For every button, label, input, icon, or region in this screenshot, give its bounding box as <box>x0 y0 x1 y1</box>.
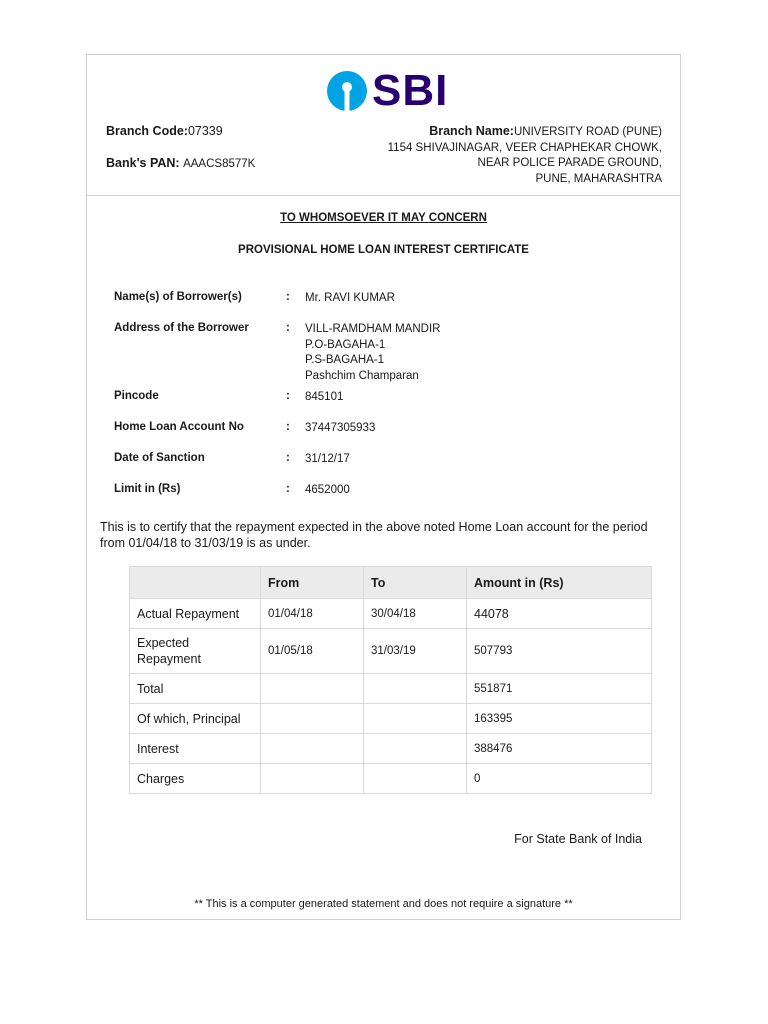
salutation: TO WHOMSOEVER IT MAY CONCERN <box>280 212 487 224</box>
pincode: 845101 <box>305 391 344 403</box>
row-label: Total <box>130 674 261 704</box>
to-date: 31/03/19 <box>364 629 467 674</box>
column-header-amount: Amount in (Rs) <box>467 567 652 599</box>
bank-pan <box>106 156 255 170</box>
column-header <box>130 567 261 599</box>
field-colon: : <box>286 390 290 402</box>
sbi-logo-text: SBI <box>372 66 449 115</box>
field-label: Name(s) of Borrower(s) <box>114 291 242 303</box>
to-date <box>364 704 467 734</box>
sbi-logo-icon <box>326 70 368 112</box>
field-label: Pincode <box>114 390 159 402</box>
header-divider <box>87 195 680 196</box>
amount: 388476 <box>467 734 652 764</box>
from-date <box>261 734 364 764</box>
branch-code-label: Branch Code: <box>106 124 188 138</box>
signoff: For State Bank of India <box>514 832 642 846</box>
address-line: P.O-BAGAHA-1 <box>305 338 386 351</box>
sanction-row <box>114 452 350 468</box>
table-row <box>130 704 652 734</box>
bank-pan-label: Bank's PAN: <box>106 156 180 170</box>
row-label: Interest <box>130 734 261 764</box>
borrower-name-row <box>114 291 395 307</box>
from-date: 01/04/18 <box>261 599 364 629</box>
address-line: VILL-RAMDHAM MANDIR <box>305 323 441 335</box>
loan-account-number: 37447305933 <box>305 422 376 434</box>
field-colon: : <box>286 452 290 464</box>
table-row <box>130 629 652 674</box>
field-label: Date of Sanction <box>114 452 205 464</box>
branch-name-value: UNIVERSITY ROAD (PUNE) <box>513 126 662 138</box>
address-line: Pashchim Champaran <box>305 369 419 382</box>
borrower-address-row <box>114 322 440 384</box>
from-date <box>261 764 364 794</box>
address-line: P.S-BAGAHA-1 <box>305 354 385 366</box>
from-date: 01/05/18 <box>261 629 364 674</box>
row-label: Charges <box>130 764 261 794</box>
field-colon: : <box>286 483 290 495</box>
branch-name-label: Branch Name: <box>429 124 514 138</box>
to-date <box>364 734 467 764</box>
field-label: Limit in (Rs) <box>114 483 181 495</box>
amount: 551871 <box>467 674 652 704</box>
field-colon: : <box>286 322 290 334</box>
limit-row <box>114 483 350 499</box>
amount: 44078 <box>467 599 652 629</box>
footer-note: ** This is a computer generated statement and does not require a signature ** <box>194 898 573 910</box>
row-label: Expected Repayment <box>130 629 261 674</box>
amount: 0 <box>467 764 652 794</box>
column-header-to: To <box>364 567 467 599</box>
branch-address-line: PUNE, MAHARASHTRA <box>535 172 662 185</box>
to-date <box>364 764 467 794</box>
borrower-address <box>305 322 440 384</box>
to-date: 30/04/18 <box>364 599 467 629</box>
table-row <box>130 734 652 764</box>
amount: 507793 <box>467 629 652 674</box>
from-date <box>261 674 364 704</box>
from-date <box>261 704 364 734</box>
field-colon: : <box>286 421 290 433</box>
repayment-table <box>129 566 652 794</box>
table-header-row <box>130 567 652 599</box>
row-label: Of which, Principal <box>130 704 261 734</box>
branch-code-value: 07339 <box>187 124 223 138</box>
loan-limit: 4652000 <box>305 484 350 496</box>
certificate-title: PROVISIONAL HOME LOAN INTEREST CERTIFICATE <box>238 244 529 256</box>
branch-code <box>106 124 223 138</box>
borrower-name: Mr. RAVI KUMAR <box>305 292 395 304</box>
branch-details <box>388 124 662 187</box>
table-row <box>130 674 652 704</box>
sanction-date: 31/12/17 <box>305 453 350 465</box>
field-label: Address of the Borrower <box>114 322 249 334</box>
row-label: Actual Repayment <box>130 599 261 629</box>
account-row <box>114 421 375 437</box>
branch-address-line: NEAR POLICE PARADE GROUND, <box>477 157 662 169</box>
table-row <box>130 599 652 629</box>
to-date <box>364 674 467 704</box>
amount: 163395 <box>467 704 652 734</box>
certification-statement: This is to certify that the repayment expected in the above noted Home Loan account for the period from 01/04/18 to 31/03/19 is as under. <box>100 520 648 550</box>
column-header-from: From <box>261 567 364 599</box>
table-row <box>130 764 652 794</box>
pincode-row <box>114 390 343 406</box>
field-label: Home Loan Account No <box>114 421 244 433</box>
sbi-logo <box>326 68 448 114</box>
branch-address-line: 1154 SHIVAJINAGAR, VEER CHAPHEKAR CHOWK, <box>387 141 662 154</box>
field-colon: : <box>286 291 290 303</box>
bank-pan-value: AAACS8577K <box>183 158 256 170</box>
